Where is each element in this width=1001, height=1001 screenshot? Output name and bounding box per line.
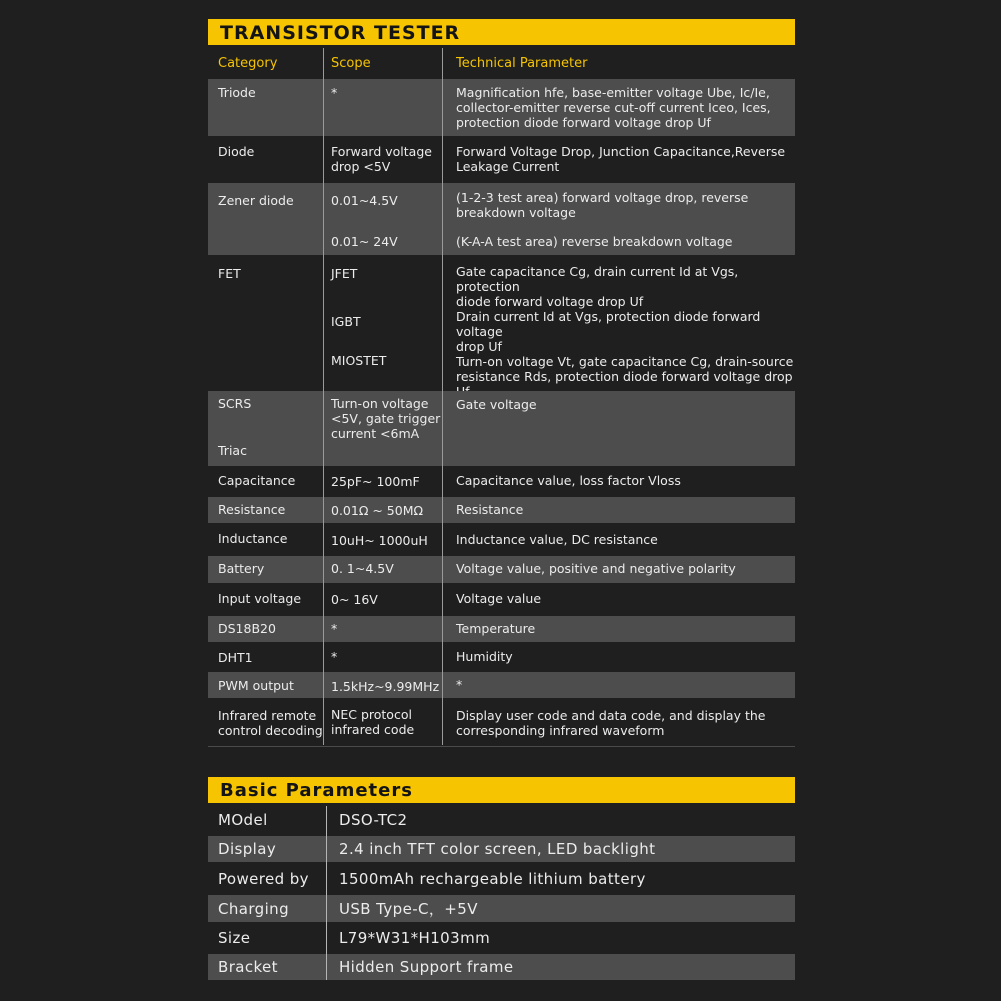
param-row-powered-by	[208, 864, 795, 894]
parameter-cell: Gate voltage	[456, 397, 537, 412]
parameter-cell: Voltage value, positive and negative polarity	[456, 561, 736, 576]
table-row-fet	[208, 256, 795, 390]
table-row-inductance	[208, 524, 795, 555]
table-header-row	[208, 48, 795, 78]
category-cell: Triode	[218, 85, 256, 100]
parameter-cell: Humidity	[456, 649, 513, 664]
header-technical-parameter: Technical Parameter	[456, 56, 588, 71]
scope-cell: 1.5kHz~9.99MHz	[331, 679, 440, 694]
param-key: Size	[218, 929, 251, 947]
category-cell: Zener diode	[218, 193, 294, 208]
category-cell: Diode	[218, 144, 255, 159]
parameter-cell: Display user code and data code, and display the corresponding infrared waveform	[456, 708, 766, 738]
param-key: Display	[218, 840, 277, 858]
param-row-charging	[208, 895, 795, 922]
table-row-pwm-output	[208, 672, 795, 698]
scope-cell: Forward voltage drop <5V	[331, 144, 432, 174]
table-row-resistance	[208, 497, 795, 523]
scope-cell: 0~ 16V	[331, 592, 378, 607]
scope-cell: IGBT	[331, 314, 361, 329]
parameter-cell: Drain current Id at Vgs, protection diode forward voltage drop Uf	[456, 309, 761, 354]
param-value: USB Type-C，+5V	[339, 900, 478, 918]
header-category: Category	[218, 56, 278, 71]
param-key: MOdel	[218, 811, 268, 829]
basic-parameters-title: Basic Parameters	[208, 777, 795, 803]
param-value: DSO-TC2	[339, 811, 408, 829]
scope-cell: 0. 1~4.5V	[331, 561, 394, 576]
scope-cell: 10uH~ 1000uH	[331, 533, 428, 548]
table-row-triode	[208, 79, 795, 136]
parameter-cell: Capacitance value, loss factor Vloss	[456, 473, 681, 488]
param-row-bracket	[208, 954, 795, 980]
table-row-dht1	[208, 643, 795, 671]
param-row-display	[208, 836, 795, 862]
scope-cell: *	[331, 649, 338, 664]
parameter-cell: Voltage value	[456, 591, 542, 606]
parameter-cell: *	[456, 677, 463, 692]
category-cell: DHT1	[218, 650, 253, 665]
table-row-battery	[208, 556, 795, 583]
scope-cell: *	[331, 85, 338, 100]
param-value: 1500mAh rechargeable lithium battery	[339, 870, 646, 888]
transistor-tester-table	[208, 0, 795, 750]
transistor-tester-title: TRANSISTOR TESTER	[208, 19, 795, 45]
param-row-model	[208, 806, 795, 834]
category-cell: DS18B20	[218, 621, 276, 636]
column-divider	[323, 48, 324, 745]
parameter-cell: Gate capacitance Cg, drain current Id at Vgs, protection diode forward voltage drop Uf	[456, 264, 739, 309]
category-cell: Inductance	[218, 531, 288, 546]
table-row-zener-diode	[208, 183, 795, 255]
category-cell: FET	[218, 266, 241, 281]
scope-cell: 0.01~ 24V	[331, 234, 398, 249]
table-row-infrared-decoding	[208, 699, 795, 745]
scope-cell: NEC protocol infrared code	[331, 707, 415, 737]
param-row-size	[208, 924, 795, 952]
category-cell: Battery	[218, 561, 265, 576]
parameter-cell: Inductance value, DC resistance	[456, 532, 658, 547]
param-key: Bracket	[218, 958, 278, 976]
category-cell: Triac	[218, 443, 247, 458]
parameter-cell: (1-2-3 test area) forward voltage drop, reverse breakdown voltage	[456, 190, 749, 220]
column-divider	[442, 48, 443, 745]
parameter-cell: Forward Voltage Drop, Junction Capacitance,Reverse Leakage Current	[456, 144, 786, 174]
parameter-cell: Turn-on voltage Vt, gate capacitance Cg, drain-source resistance Rds, protection diode forward voltage drop	[456, 354, 794, 384]
table-row-capacitance	[208, 467, 795, 496]
table-row-ds18b20	[208, 616, 795, 642]
scope-cell: *	[331, 621, 338, 636]
param-value: L79*W31*H103mm	[339, 929, 491, 947]
param-value: Hidden Support frame	[339, 958, 514, 976]
parameter-cell: Magnification hfe, base-emitter voltage Ube, Ic/Ie, collector-emitter reverse cut-off current Iceo, Ices, protection diode forward voltage drop Uf	[456, 85, 771, 130]
scope-cell: 25pF~ 100mF	[331, 474, 420, 489]
parameter-cell: (K-A-A test area) reverse breakdown voltage	[456, 234, 733, 249]
parameter-cell: Temperature	[456, 621, 536, 636]
category-cell: Capacitance	[218, 473, 296, 488]
column-divider	[326, 806, 327, 980]
scope-cell: JFET	[331, 266, 358, 281]
category-cell: SCRS	[218, 396, 252, 411]
param-key: Powered by	[218, 870, 309, 888]
scope-cell: 0.01~4.5V	[331, 193, 398, 208]
param-key: Charging	[218, 900, 289, 918]
header-scope: Scope	[331, 56, 371, 71]
table-row-scrs-triac	[208, 391, 795, 466]
category-cell: PWM output	[218, 678, 294, 693]
category-cell: Infrared remote control decoding	[218, 708, 323, 738]
scope-cell: 0.01Ω ~ 50MΩ	[331, 503, 424, 518]
table-bottom-rule	[208, 746, 795, 747]
table-row-diode	[208, 137, 795, 182]
scope-cell: MIOSTET	[331, 353, 387, 368]
table-row-input-voltage	[208, 584, 795, 615]
category-cell: Input voltage	[218, 591, 302, 606]
param-value: 2.4 inch TFT color screen, LED backlight	[339, 840, 656, 858]
category-cell: Resistance	[218, 502, 286, 517]
scope-cell: Turn-on voltage <5V, gate trigger current <6mA	[331, 396, 441, 441]
parameter-cell: Resistance	[456, 502, 524, 517]
basic-parameters-table	[208, 806, 795, 980]
